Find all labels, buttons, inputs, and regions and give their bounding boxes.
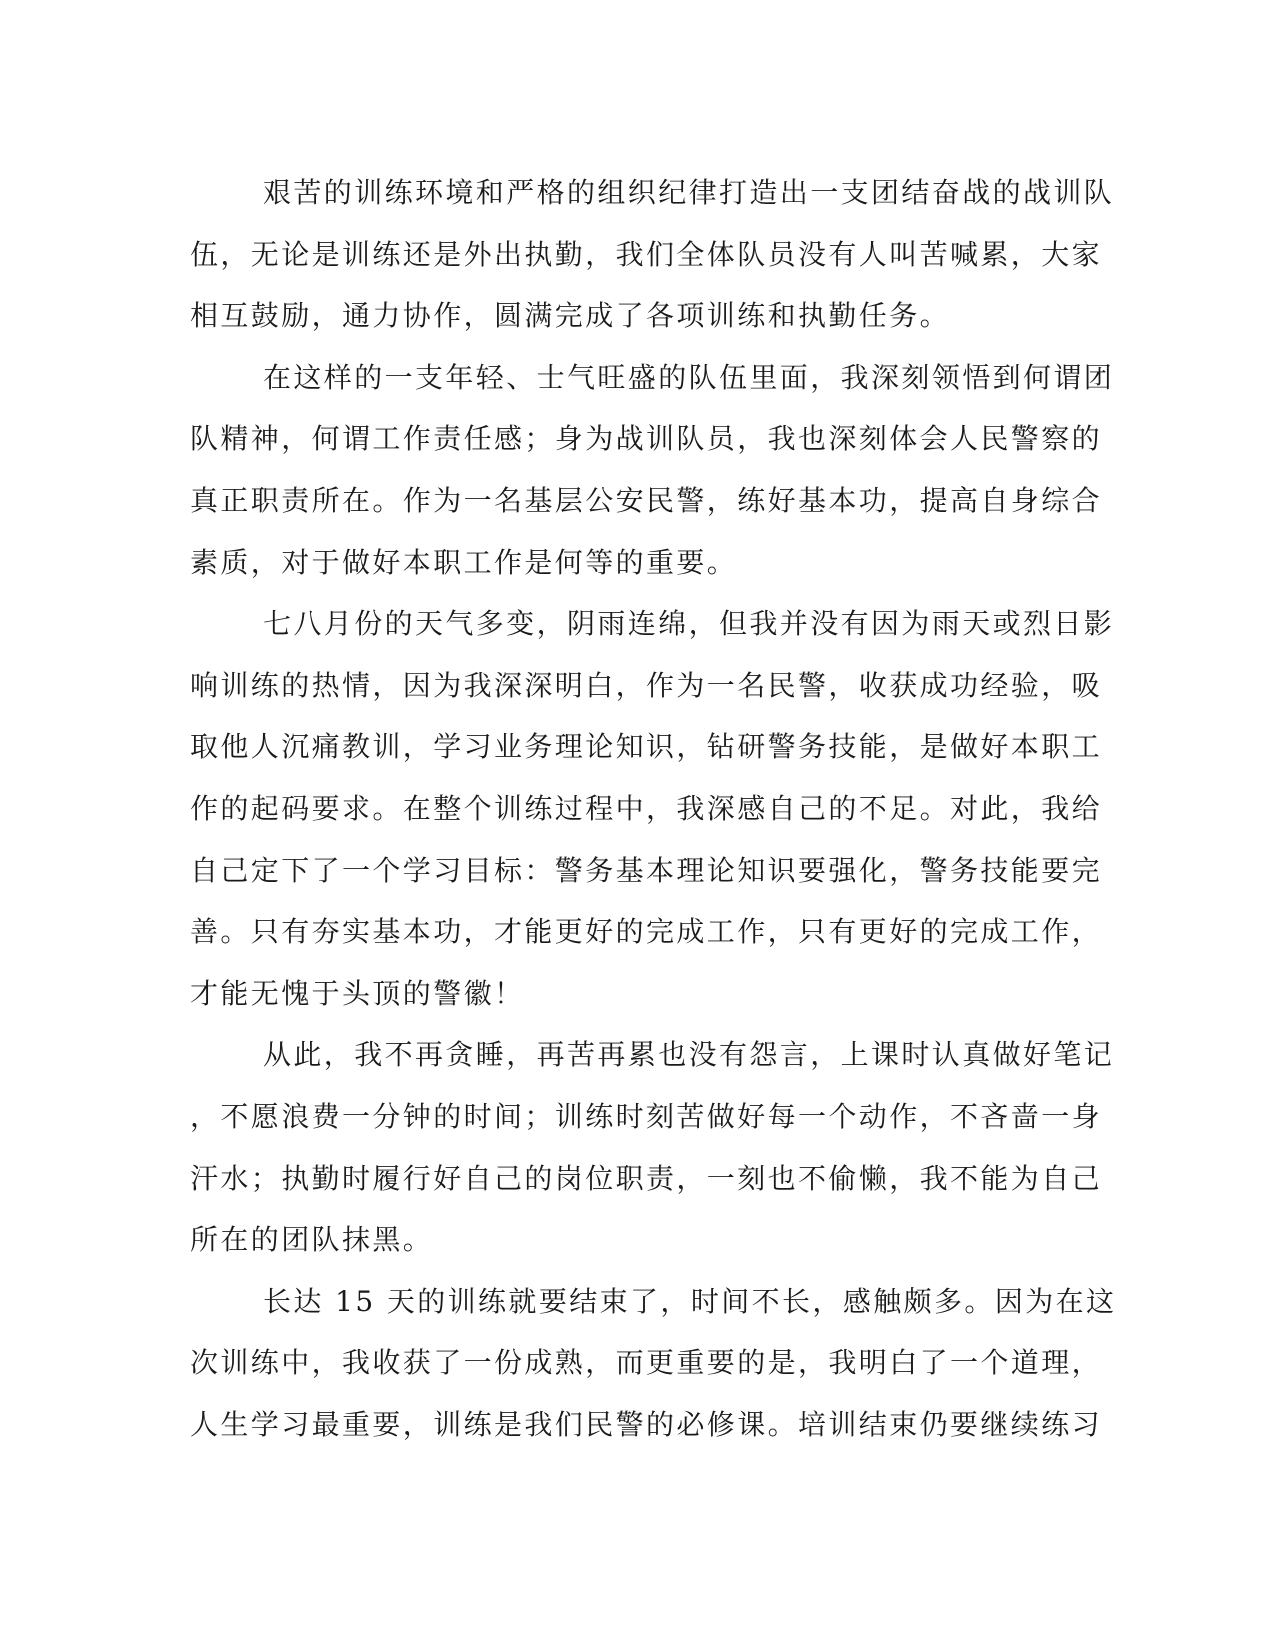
- text-line: 次训练中，我收获了一份成熟，而更重要的是，我明白了一个道理，: [190, 1346, 1103, 1380]
- text-line: 真正职责所在。作为一名基层公安民警，练好基本功，提高自身综合: [190, 483, 1103, 517]
- text-line: 素质，对于做好本职工作是何等的重要。: [190, 545, 738, 579]
- text-line: ，不愿浪费一分钟的时间；训练时刻苦做好每一个动作，不吝啬一身: [190, 1099, 1103, 1133]
- text-line: 七八月份的天气多变，阴雨连绵，但我并没有因为雨天或烈日影: [263, 607, 1115, 641]
- text-line: 长达 15 天的训练就要结束了，时间不长，感触颇多。因为在这: [263, 1284, 1117, 1318]
- text-line: 队精神，何谓工作责任感；身为战训队员，我也深刻体会人民警察的: [190, 422, 1103, 456]
- text-line: 取他人沉痛教训，学习业务理论知识，钻研警务技能，是做好本职工: [190, 730, 1103, 764]
- text-line: 相互鼓励，通力协作，圆满完成了各项训练和执勤任务。: [190, 299, 951, 333]
- text-line: 从此，我不再贪睡，再苦再累也没有怨言，上课时认真做好笔记: [263, 1038, 1115, 1072]
- text-line: 汗水；执勤时履行好自己的岗位职责，一刻也不偷懒，我不能为自己: [190, 1161, 1103, 1195]
- text-line: 作的起码要求。在整个训练过程中，我深感自己的不足。对此，我给: [190, 791, 1103, 825]
- text-line: 响训练的热情，因为我深深明白，作为一名民警，收获成功经验，吸: [190, 668, 1103, 702]
- paragraph-5: [190, 1271, 1117, 1456]
- paragraph-2: [190, 347, 1115, 593]
- paragraph-4: [190, 1024, 1115, 1270]
- text-line: 自己定下了一个学习目标：警务基本理论知识要强化，警务技能要完: [190, 853, 1103, 887]
- text-line: 所在的团队抹黑。: [190, 1223, 434, 1257]
- text-line: 人生学习最重要，训练是我们民警的必修课。培训结束仍要继续练习: [190, 1407, 1103, 1441]
- text-line: 才能无愧于头顶的警徽！: [190, 976, 525, 1010]
- text-line: 艰苦的训练环境和严格的组织纪律打造出一支团结奋战的战训队: [263, 176, 1115, 209]
- text-line: 伍，无论是训练还是外出执勤，我们全体队员没有人叫苦喊累，大家: [190, 237, 1103, 271]
- document-body: [190, 162, 1117, 1455]
- text-line: 在这样的一支年轻、士气旺盛的队伍里面，我深刻领悟到何谓团: [263, 360, 1115, 394]
- paragraph-1: [190, 162, 1115, 347]
- text-line: 善。只有夯实基本功，才能更好的完成工作，只有更好的完成工作，: [190, 915, 1103, 949]
- paragraph-3: [190, 593, 1115, 1024]
